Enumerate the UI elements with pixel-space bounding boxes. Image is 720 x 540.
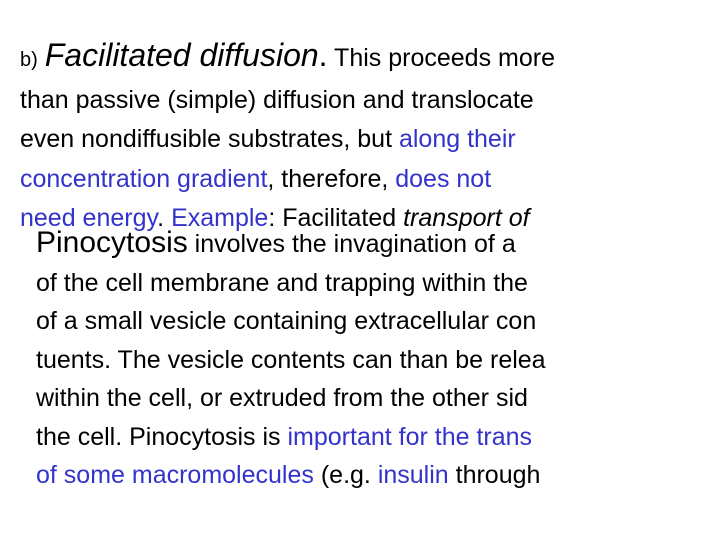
highlighted-text: insulin (377, 461, 449, 489)
body-text: , therefore, (267, 164, 396, 193)
highlighted-text: Example (171, 204, 269, 232)
paragraph-line: within the cell, or extruded from the other sid (36, 384, 528, 412)
paragraph-line: tuents. The vesicle contents can than be relea (36, 345, 546, 374)
body-text: involves the invagination of a (187, 230, 516, 258)
term-heading: Pinocytosis (36, 226, 188, 259)
body-text: : Facilitated (268, 204, 404, 232)
highlighted-text: of some macromolecules (36, 461, 314, 489)
italic-text: transport of (403, 204, 530, 232)
paragraph-line (36, 224, 546, 264)
highlighted-text: concentration gradient (20, 164, 268, 193)
item-label: b) (20, 49, 38, 71)
facilitated-diffusion-paragraph (20, 36, 555, 239)
body-text: even nondiffusible substrates, but (20, 125, 399, 153)
body-text: (e.g. (313, 461, 378, 489)
paragraph-line (20, 120, 555, 160)
paragraph-line (20, 160, 555, 200)
body-text: This proceeds more (327, 44, 555, 72)
body-text: . (157, 204, 172, 232)
paragraph-line (36, 418, 546, 457)
highlighted-text: does not (395, 164, 492, 193)
paragraph-line: of a small vesicle containing extracellular con (36, 307, 537, 335)
highlighted-text: along their (398, 125, 516, 153)
paragraph-line: of the cell membrane and trapping within the (36, 268, 528, 297)
term-heading: Facilitated diffusion (44, 37, 319, 73)
body-text: through (448, 461, 541, 489)
term-heading-period: . (318, 37, 328, 73)
paragraph-line: than passive (simple) diffusion and translocate (20, 85, 534, 114)
highlighted-text: need energy (20, 204, 158, 232)
paragraph-line (36, 456, 546, 495)
highlighted-text: important for the trans (287, 422, 533, 451)
pinocytosis-paragraph (36, 224, 546, 495)
paragraph-line (20, 36, 555, 81)
body-text: the cell. Pinocytosis is (36, 422, 288, 451)
